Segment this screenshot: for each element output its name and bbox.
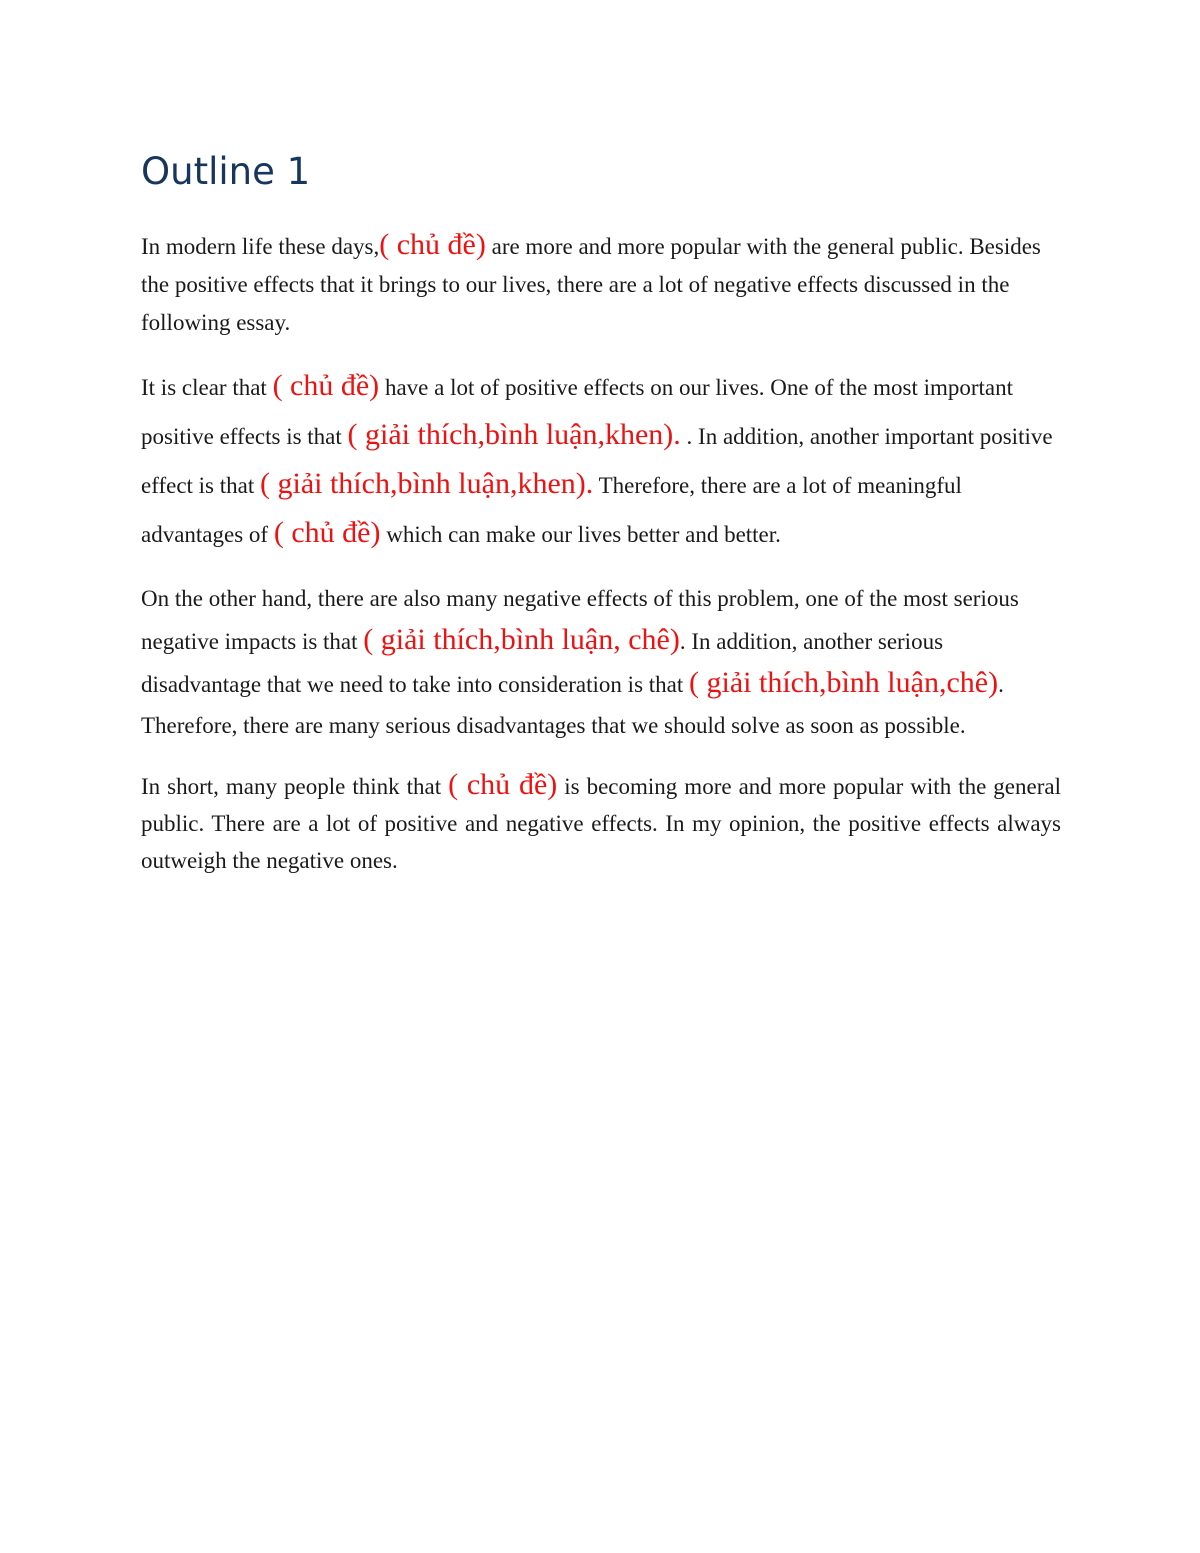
paragraph-negative: [141, 578, 1061, 746]
placeholder-explain-praise: ( giải thích,bình luận,khen).: [347, 418, 681, 451]
placeholder-topic: ( chủ đề): [273, 516, 381, 549]
paragraph-text: On the other hand, there are also many negative effects of this problem, one of the most serious negative impacts is that: [141, 586, 1019, 654]
paragraph-positive: [141, 362, 1061, 558]
document-body: [141, 146, 1061, 899]
paragraph-text: which can make our lives better and better.: [380, 522, 781, 547]
placeholder-topic: ( chủ đề): [272, 369, 380, 402]
paragraph-text: It is clear that: [141, 375, 273, 400]
paragraph-conclusion: [141, 766, 1061, 879]
placeholder-explain-criticize: ( giải thích,bình luận, chê): [363, 623, 680, 656]
paragraph-text: . In addition, another serious disadvantage that we need to take into consideration is that: [141, 629, 944, 697]
paragraph-text: is becoming more and more popular with the general public. There are a lot of positive and negative effects. In my opinion, the positive effects always outweigh the negative ones.: [141, 774, 1061, 873]
document-title: Outline 1: [141, 150, 311, 193]
paragraph-text: In modern life these days,: [141, 234, 380, 259]
placeholder-explain-criticize: ( giải thích,bình luận,chê): [689, 666, 999, 699]
placeholder-topic: ( chủ đề): [448, 768, 558, 801]
placeholder-topic: ( chủ đề): [379, 228, 486, 261]
paragraph-text: In short, many people think that: [141, 774, 449, 799]
paragraph-text: Therefore, there are a lot of meaningful advantages of: [141, 473, 962, 547]
paragraph-intro: [141, 226, 1061, 342]
paragraph-text: have a lot of positive effects on our lives. One of the most important positive effects is that: [141, 375, 1014, 449]
placeholder-explain-praise: ( giải thích,bình luận,khen).: [260, 467, 594, 500]
paragraph-text: . Therefore, there are many serious disadvantages that we should solve as soon as possible.: [141, 672, 1004, 738]
paragraph-text: . In addition, another important positive effect is that: [141, 424, 1053, 498]
paragraph-text: are more and more popular with the general public. Besides the positive effects that it brings to our lives, there are a lot of negative effects discussed in the following essay.: [141, 234, 1041, 335]
